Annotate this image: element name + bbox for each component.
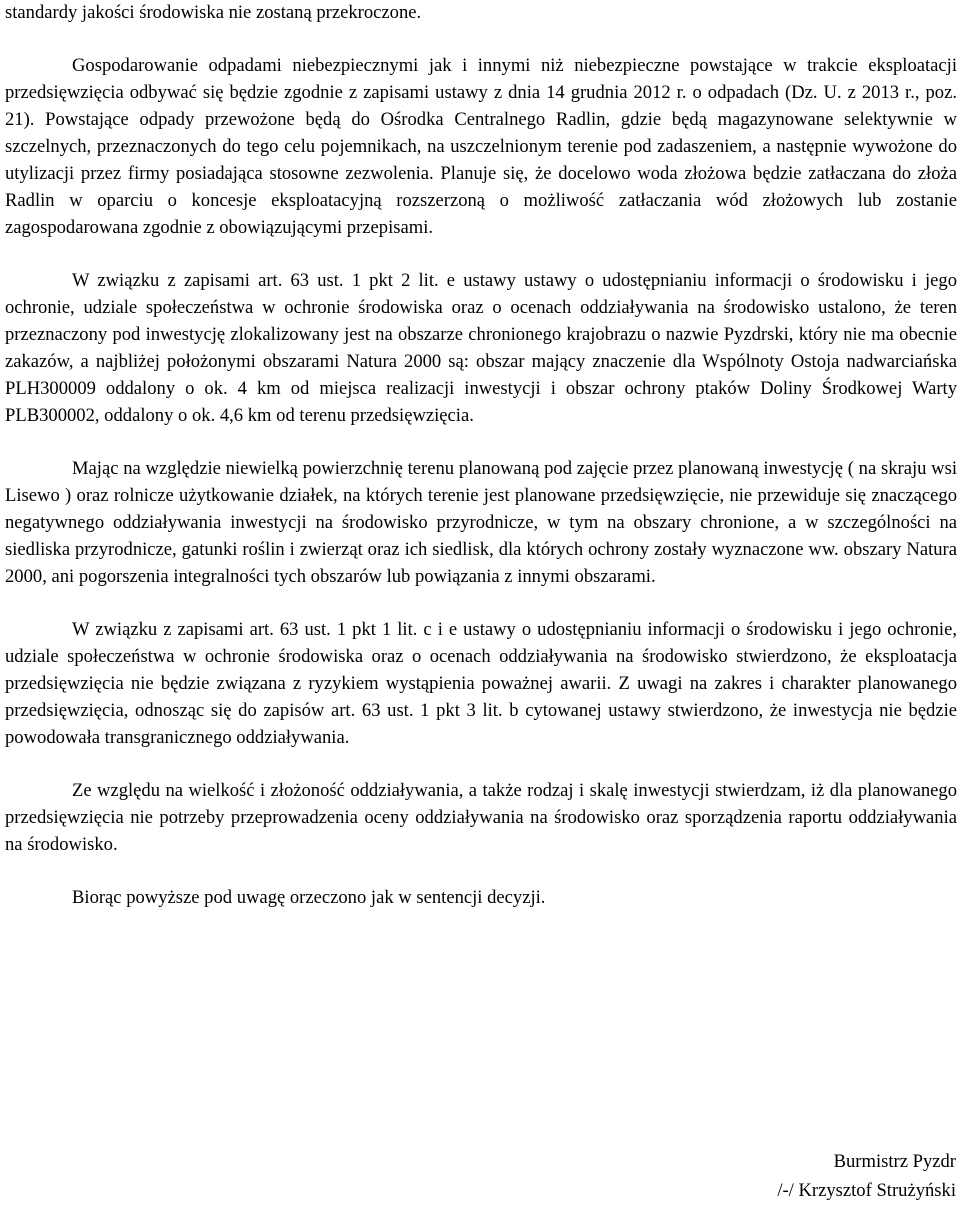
paragraph-decision-statement: Biorąc powyższe pod uwagę orzeczono jak w sentencji decyzji. bbox=[72, 887, 546, 909]
paragraph-continuation: standardy jakości środowiska nie zostaną przekroczone. bbox=[5, 2, 422, 23]
paragraph-environmental-impact: Mając na względzie niewielką powierzchnię terenu planowaną pod zajęcie przez planowaną inwestycję ( na skraju wsi Lisewo ) oraz rolnicze użytkowanie działek, na których terenie jest planowane przedsięwzięcie, nie przewiduje się znaczącego negatywnego oddziaływania inwestycji na środowisko przyrodnicze, w tym na obszary chronione, a w szczególności na siedliska przyrodnicze, gatunki roślin i zwierząt oraz ich siedlisk, dla których ochrony zostały wyznaczone ww. obszary Natura 2000, ani pogorszenia integralności tych obszarów lub powiązania z innymi obszarami. bbox=[5, 458, 957, 587]
document-body bbox=[5, 0, 957, 912]
paragraph-assessment-conclusion: Ze względu na wielkość i złożoność oddziaływania, a także rodzaj i skalę inwestycji stwierdzam, iż dla planowanego przedsięwzięcia nie potrzeby przeprowadzenia oceny oddziaływania na środowisko oraz sporządzenia raportu oddziaływania na środowisko. bbox=[5, 780, 957, 856]
signature-title: Burmistrz Pyzdr bbox=[833, 1151, 956, 1172]
paragraph-waste-management: Gospodarowanie odpadami niebezpiecznymi jak i innymi niż niebezpieczne powstające w trakcie eksploatacji przedsięwzięcia odbywać się będzie zgodnie z zapisami ustawy z dnia 14 grudnia 2012 r. o odpadach (Dz. U. z 2013 r., poz. 21). Powstające odpady przewożone będą do Ośrodka Centralnego Radlin, gdzie będą magazynowane selektywnie w szczelnych, przeznaczonych do tego celu pojemnikach, na uszczelnionym terenie pod zadaszeniem, a następnie wywożone do utylizacji przez firmy posiadająca stosowne zezwolenia. Planuje się, że docelowo woda złożowa będzie zatłaczana do złoża Radlin w oparciu o koncesje eksploatacyjną rozszerzoną o możliwość zatłaczania wód złożowych lub zostanie zagospodarowana zgodnie z obowiązującymi przepisami. bbox=[5, 55, 957, 238]
signature-name: /-/ Krzysztof Strużyński bbox=[777, 1180, 956, 1201]
paragraph-natura-2000-location: W związku z zapisami art. 63 ust. 1 pkt 2 lit. e ustawy ustawy o udostępnianiu informacji o środowisku i jego ochronie, udziale społeczeństwa w ochronie środowiska oraz o ocenach oddziaływania na środowisko ustalono, że teren przeznaczony pod inwestycję zlokalizowany jest na obszarze chronionego krajobrazu o nazwie Pyzdrski, który nie ma obecnie zakazów, a najbliżej położonymi obszarami Natura 2000 są: obszar mający znaczenie dla Wspólnoty Ostoja nadwarciańska PLH300009 oddalony o ok. 4 km od miejsca realizacji inwestycji i obszar ochrony ptaków Doliny Środkowej Warty PLB300002, oddalony o ok. 4,6 km od terenu przedsięwzięcia. bbox=[5, 270, 957, 426]
signature-block bbox=[777, 1147, 956, 1205]
paragraph-accident-risk: W związku z zapisami art. 63 ust. 1 pkt 1 lit. c i e ustawy o udostępnianiu informacji o środowisku i jego ochronie, udziale społeczeństwa w ochronie środowiska oraz o ocenach oddziaływania na środowisko stwierdzono, że eksploatacja przedsięwzięcia nie będzie związana z ryzykiem wystąpienia poważnej awarii. Z uwagi na zakres i charakter planowanego przedsięwzięcia, odnosząc się do zapisów art. 63 ust. 1 pkt 3 lit. b cytowanej ustawy stwierdzono, że inwestycja nie będzie powodowała transgranicznego oddziaływania. bbox=[5, 619, 957, 748]
